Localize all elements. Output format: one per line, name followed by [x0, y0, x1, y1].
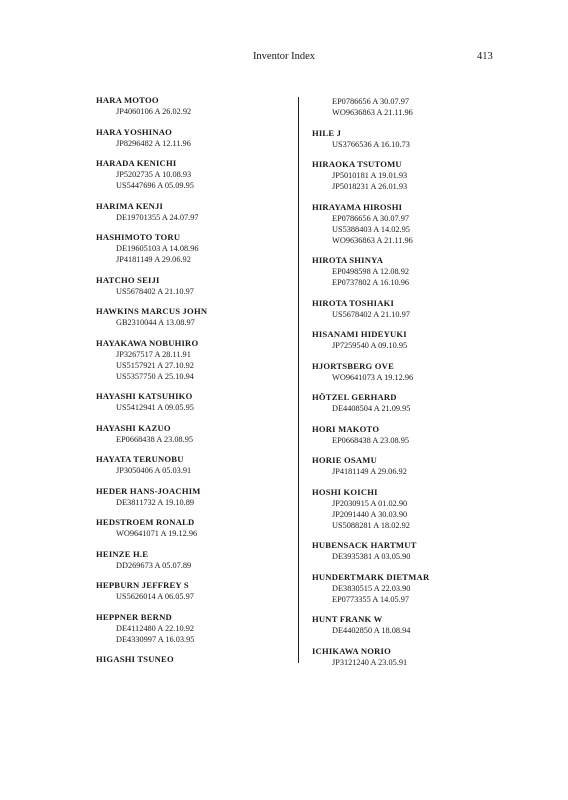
inventor-name: HISANAMI HIDEYUKI — [312, 329, 407, 339]
entry-spacer — [96, 328, 296, 338]
publication-number: DE4112480 A 22.10.92 — [116, 623, 195, 633]
entry-spacer — [312, 118, 512, 128]
column-divider — [298, 97, 299, 663]
entry-spacer — [96, 297, 296, 307]
publication-number: WO9641073 A 19.12.96 — [332, 372, 414, 382]
publication-number: US5388403 A 14.02.95 — [332, 224, 410, 234]
publication-number: EP0786656 A 30.07.97 — [332, 97, 409, 106]
entry-spacer — [96, 476, 296, 486]
inventor-name: HIGASHI TSUNEO — [96, 654, 174, 664]
inventor-name: HUNT FRANK W — [312, 614, 383, 624]
index-entry — [96, 306, 296, 328]
publication-number: JP8296482 A 12.11.96 — [116, 138, 191, 148]
index-entry — [312, 96, 512, 118]
entry-spacer — [96, 571, 296, 581]
inventor-name: HARIMA KENJI — [96, 200, 164, 211]
entry-spacer — [96, 117, 296, 127]
entry-spacer — [312, 414, 512, 424]
index-entry — [96, 423, 296, 445]
page-header — [0, 51, 568, 67]
publication-number: DE19605103 A 14.08.96 — [116, 244, 199, 253]
entry-spacer — [312, 192, 512, 202]
index-entry — [96, 232, 296, 265]
publication-number: DE3935381 A 03.05.90 — [332, 552, 411, 561]
inventor-name: HAYASHI KATSUHIKO — [96, 391, 193, 401]
inventor-name: HARA MOTOO — [96, 95, 159, 105]
inventor-name: HATCHO SEIJI — [96, 274, 160, 285]
inventor-name: HJORTSBERG OVE — [312, 360, 395, 371]
inventor-name: HEDER HANS-JOACHIM — [96, 485, 201, 496]
entry-spacer — [312, 531, 512, 541]
entry-spacer — [312, 246, 512, 256]
inventor-name: HIROTA TOSHIAKI — [312, 297, 395, 308]
index-entry — [312, 455, 512, 477]
publication-number: DE19701355 A 24.07.97 — [116, 212, 199, 222]
publication-number: US5447696 A 05.09.95 — [116, 181, 194, 190]
entry-spacer — [312, 477, 512, 487]
index-entry — [96, 391, 296, 413]
publication-number: US3766536 A 16.10.73 — [332, 139, 410, 149]
index-entry — [312, 329, 512, 351]
inventor-name: HUNDERTMARK DIETMAR — [312, 571, 430, 582]
inventor-name: HUBENSACK HARTMUT — [312, 540, 417, 550]
inventor-name: HAYASHI KAZUO — [96, 422, 171, 433]
inventor-name: HÖTZEL GERHARD — [312, 392, 397, 402]
index-entry — [312, 202, 512, 246]
inventor-name: HILE J — [312, 127, 342, 138]
publication-number: EP0668438 A 23.08.95 — [116, 434, 193, 444]
publication-number: JP5202735 A 10.08.93 — [116, 170, 192, 179]
publication-number: JP7259540 A 09.10.95 — [332, 341, 408, 350]
index-entry — [312, 361, 512, 383]
entry-spacer — [312, 562, 512, 572]
publication-number: DD269673 A 05.07.89 — [116, 560, 192, 570]
inventor-name: HAYAKAWA NOBUHIRO — [96, 337, 199, 348]
inventor-name: HIRAOKA TSUTOMU — [312, 159, 402, 169]
inventor-name: HEDSTROEM RONALD — [96, 517, 195, 527]
publication-number: JP5018231 A 26.01.93 — [332, 182, 408, 191]
index-entry — [312, 392, 512, 414]
publication-number: WO9636863 A 21.11.96 — [332, 108, 413, 117]
publication-number: JP4181149 A 29.06.92 — [116, 255, 191, 264]
inventor-name: HEPBURN JEFFREY S — [96, 580, 189, 590]
publication-number: EP0668438 A 23.08.95 — [332, 435, 409, 445]
publication-number: JP4060106 A 26.02.92 — [116, 107, 192, 116]
entry-spacer — [96, 413, 296, 423]
entry-spacer — [96, 149, 296, 159]
publication-number: US5088281 A 18.02.92 — [332, 520, 410, 530]
index-entry — [312, 298, 512, 320]
inventor-name: HORI MAKOTO — [312, 423, 380, 434]
entry-spacer — [96, 445, 296, 455]
publication-number: US5626014 A 06.05.97 — [116, 592, 194, 601]
page-number: 413 — [477, 51, 493, 62]
entry-spacer — [96, 265, 296, 275]
index-entry — [96, 654, 296, 665]
index-entry — [312, 487, 512, 531]
entry-spacer — [312, 288, 512, 298]
inventor-name: HASHIMOTO TORU — [96, 232, 181, 242]
inventor-name: HIROTA SHINYA — [312, 255, 384, 265]
index-entry — [312, 128, 512, 150]
publication-number: JP3121240 A 23.05.91 — [332, 657, 408, 667]
publication-number: JP2030915 A 01.02.90 — [332, 498, 408, 508]
publication-number: DE4330997 A 16.03.95 — [116, 634, 195, 644]
index-entry — [312, 540, 512, 562]
publication-number: DE4402850 A 18.08.94 — [332, 626, 411, 635]
publication-number: US5357750 A 25.10.94 — [116, 371, 194, 381]
entry-spacer — [96, 645, 296, 655]
index-entry — [96, 549, 296, 571]
inventor-name: HORIE OSAMU — [312, 455, 377, 465]
entry-spacer — [96, 508, 296, 518]
entry-spacer — [96, 602, 296, 612]
publication-number: EP0786656 A 30.07.97 — [332, 213, 409, 223]
entry-spacer — [96, 223, 296, 233]
publication-number: DE3830515 A 22.03.90 — [332, 583, 411, 593]
inventor-name: HEINZE H.E — [96, 548, 149, 559]
index-entry — [96, 275, 296, 297]
entry-spacer — [312, 150, 512, 160]
entry-spacer — [312, 605, 512, 615]
publication-number: EP0737802 A 16.10.96 — [332, 278, 409, 287]
inventor-name: ICHIKAWA NORIO — [312, 645, 391, 656]
publication-number: EP0773355 A 14.05.97 — [332, 594, 409, 604]
index-entry — [96, 95, 296, 117]
entry-spacer — [96, 539, 296, 549]
page-title: Inventor Index — [252, 51, 316, 62]
publication-number: WO9641071 A 19.12.96 — [116, 529, 198, 538]
publication-number: JP3267517 A 28.11.91 — [116, 349, 191, 359]
inventor-name: HEPPNER BERND — [96, 611, 172, 622]
left-column — [96, 95, 296, 665]
inventor-name: HARADA KENICHI — [96, 158, 177, 168]
publication-number: US5157921 A 27.10.92 — [116, 360, 194, 370]
publication-number: WO9636863 A 21.11.96 — [332, 235, 413, 245]
entry-spacer — [312, 383, 512, 393]
publication-number: GB2310044 A 13.08.97 — [116, 318, 195, 327]
index-entry — [312, 424, 512, 446]
index-entry — [312, 159, 512, 192]
entry-spacer — [312, 446, 512, 456]
index-entry — [96, 158, 296, 191]
index-entry — [312, 572, 512, 605]
publication-number: DE4408504 A 21.09.95 — [332, 404, 411, 413]
index-entry — [96, 454, 296, 476]
publication-number: US5412941 A 09.05.95 — [116, 403, 194, 412]
index-entry — [96, 580, 296, 602]
index-entry — [96, 127, 296, 149]
index-entry — [312, 614, 512, 636]
entry-spacer — [96, 191, 296, 201]
index-entry — [96, 338, 296, 382]
publication-number: JP3050406 A 05.03.91 — [116, 466, 192, 475]
publication-number: JP5010181 A 19.01.93 — [332, 171, 408, 180]
entry-spacer — [312, 320, 512, 330]
inventor-name: HOSHI KOICHI — [312, 486, 378, 497]
entry-spacer — [312, 351, 512, 361]
index-entry — [96, 201, 296, 223]
index-entry — [96, 612, 296, 645]
publication-number: JP2091440 A 30.03.90 — [332, 509, 408, 519]
publication-number: JP4181149 A 29.06.92 — [332, 467, 407, 476]
index-entry — [96, 486, 296, 508]
index-entry — [312, 646, 512, 668]
entry-spacer — [312, 636, 512, 646]
index-entry — [312, 255, 512, 288]
publication-number: DE3811732 A 19.10.89 — [116, 497, 195, 507]
inventor-name: HARA YOSHINAO — [96, 126, 173, 137]
publication-number: US5678402 A 21.10.97 — [332, 309, 410, 319]
right-column — [312, 96, 512, 668]
inventor-name: HAYATA TERUNOBU — [96, 454, 184, 464]
inventor-name: HAWKINS MARCUS JOHN — [96, 306, 208, 316]
publication-number: US5678402 A 21.10.97 — [116, 286, 194, 296]
index-entry — [96, 517, 296, 539]
publication-number: EP0498598 A 12.08.92 — [332, 267, 409, 276]
entry-spacer — [96, 382, 296, 392]
inventor-name: HIRAYAMA HIROSHI — [312, 201, 403, 212]
